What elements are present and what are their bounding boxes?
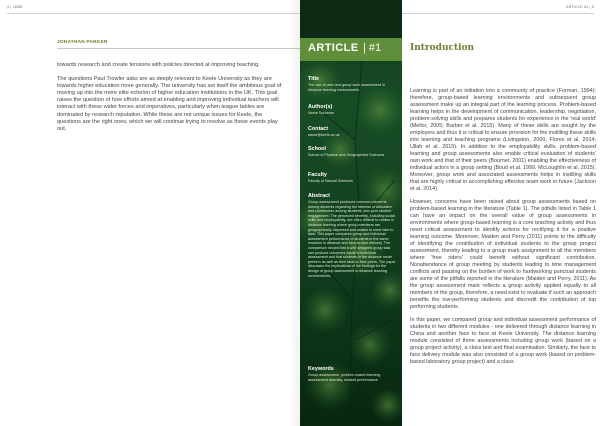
meta-title	[308, 76, 396, 92]
meta-faculty	[308, 172, 396, 184]
meta-value: Faculty of Natural Sciences	[308, 179, 353, 183]
right-paragraph: In this paper, we compared group and individual assessment performance of students in two different modules - one delivered through distance learning in China and another face to face at Keele University. The distance learning module consisted of three assessments including group work (based on a group project activity), a class test and final examination. Similarly, the face to face delivery module was also consisted of a group work (based on problem-based laboratory group project) and a class	[410, 317, 596, 365]
meta-value: Group assessment, problem-based learning, assessment diversity, student performance	[308, 373, 381, 382]
article-label: ARTICLE	[308, 42, 359, 54]
meta-heading: Keywords	[308, 366, 334, 372]
author-rule	[57, 48, 300, 49]
meta-contact	[308, 126, 396, 138]
photo-sidebar	[300, 0, 402, 426]
header-rule	[7, 13, 300, 14]
meta-value: Group assessment produced common concerns among students regarding the fairness of allocation, and contribution among students, and poor student engagement. The perceived benefits, including social skills and employability, are often difficult to realise in distance learning where group members are geographically dispersed and unable to meet face to face. This paper compares group and individual assessment performance of students in the same modules in distance and face-to-face delivery. The comparison shows that a well designed group task can produce outcomes equal to individual assessment and that students in the distance mode perform as well as their face-to-face peers. The paper discusses the implications of the findings for the design of group assessment in distance learning environments.	[308, 200, 396, 278]
author-name: JONATHAN PARKER	[57, 40, 108, 45]
article-number: | #1	[363, 42, 382, 54]
right-body-text	[410, 88, 596, 372]
right-folio: ARTICLE #1 | 5	[566, 5, 594, 9]
header-rule	[402, 13, 594, 14]
meta-value: Name Surname	[308, 111, 334, 115]
meta-keywords	[308, 366, 396, 382]
section-title: Introduction	[410, 43, 475, 53]
right-paragraph: Learning is part of an initiation into a community of practice (Forman, 1994); therefore, group-based learning environments and subsequent group assessment make up an integral part of the learning process. Problem-based learning helps in the development of communication, leadership, negotiation, problem-solving skills and prepares students for experience in the 'real world' (Mellor, 2005; Barber et al. 2015). Many of these skills are sought by the employers and thus it is critical to ensure provision for the instilling these skills into learning and teaching programs (Livingston, 2000, Flores et al. 2014; Ullah et al. 2015). In addition to the employability skills, problem-based learning and group assessments also enable critical evaluation of students' own work and that of their peers (Bourner, 2001) enabling the effectiveness of individual actors in a group setting (Boud et al. 1999, McLoughlin et al. 2015). Moreover, group work and associated assessments helps in instilling skills that are highly critical in accomplishing effective team work in future (Jackson et al. 2014).	[410, 88, 596, 192]
meta-heading: School	[308, 146, 326, 152]
left-folio: 4 | JUBE	[7, 5, 23, 9]
meta-school	[308, 146, 396, 158]
meta-heading: Faculty	[308, 172, 327, 178]
right-paragraph: However, concerns have been raised about group assessments based on problem-based learning in the literature (Table 1). The pitfalls listed in Table 1 can have an impact on the overall value of group assessments in environments where group-based learning is a core teaching activity and thus need critical assessment to identify actions for rectifying it for a positive learning outcome. Moreover, Maiden and Perry (2011) points to the difficulty of identifying the contribution of individual students to the group project assessment, thereby leading to a group mark assignment to all the members where 'free riders' could benefit without significant contribution. Nonattendance of group meeting by students leading to time management conflicts and passing on the burden of work to hardworking punctual students are some of the pitfalls reported in the literature (Maiden and Perry, 2011). As the group assessment mark reflects a group activity applied equally to all members of the group, therefore, a need exist to evaluate if such an approach benefits the low-performing students and discredit the contribution of top performing students.	[410, 199, 596, 310]
right-page	[402, 0, 600, 426]
meta-heading: Abstract	[308, 193, 330, 199]
meta-heading: Author(s)	[308, 104, 333, 110]
left-paragraph: towards research and create tensions with policies directed at improving teaching.	[57, 62, 260, 68]
meta-authors	[308, 104, 396, 116]
meta-value: The use of peer and group work assessment in distance learning environments	[308, 83, 385, 92]
meta-value: School of Physical and Geographical Sciences	[308, 153, 385, 157]
meta-heading: Contact	[308, 126, 329, 132]
left-paragraph: The questions Paul Trowler asks are as deeply relevant to Keele University as they are towards higher education more generally. The university has set itself the ambitious goal of moving up into the more elite echelon of higher education institutions in the UK. This goal raises the question of how efforts aimed at enabling and improving individual teachers will interact with these wider forces and imperatives, particularly when league tables are dominated by research reputation. While these are not unique issues for Keele, the questions are the right ones, which we will continue trying to resolve as these events play out.	[57, 76, 282, 132]
left-body-text	[57, 62, 283, 140]
page-gutter-shadow	[288, 0, 300, 426]
meta-abstract	[308, 193, 396, 278]
meta-heading: Title	[308, 76, 319, 82]
meta-value: name@keele.ac.uk	[308, 133, 340, 137]
